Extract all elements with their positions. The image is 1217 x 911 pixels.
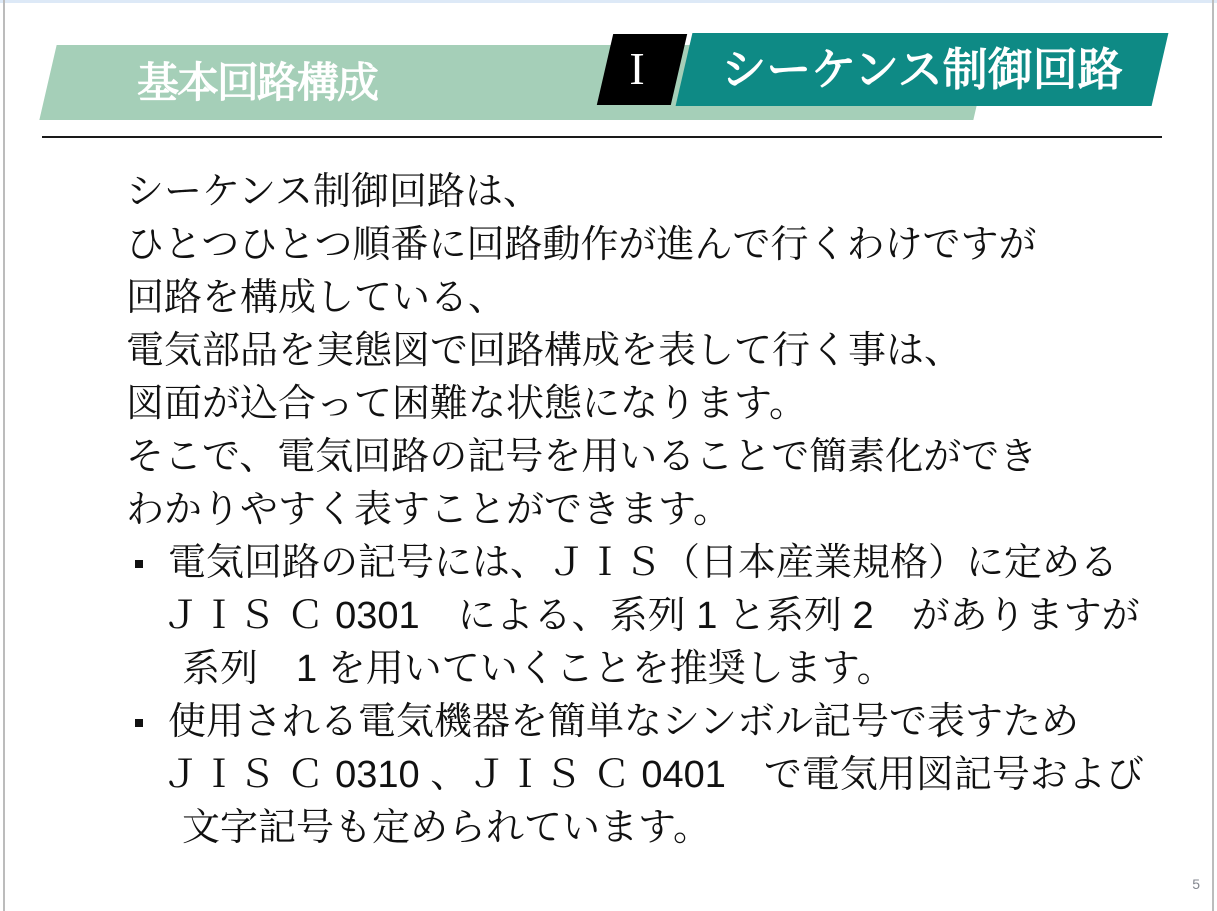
body-line: わかりやすく表すことができます。 [126,489,731,531]
page-number: 5 [1192,876,1200,892]
body-line: シーケンス制御回路は、 [126,171,541,213]
body-line: 文字記号も定められています。 [182,807,711,849]
body-bullet-line [126,537,1186,590]
body-line: 回路を構成している、 [126,277,507,319]
body-line: そこで、電気回路の記号を用いることで簡素化ができ [126,436,1038,478]
header-divider-line [42,136,1162,138]
page-right-border [1212,0,1214,911]
body-line-text: 使用される電気機器を簡単なシンボル記号で表すため [168,701,1080,743]
body-text-block [126,166,1186,855]
bullet-square-icon [135,719,143,727]
body-line: ひとつひとつ順番に回路動作が進んで行くわけですが [126,224,1037,266]
header-section-number: I [629,43,645,94]
page-top-border [0,0,1217,3]
header-right-title: シーケンス制御回路 [721,44,1123,95]
header-left-title: 基本回路構成 [137,59,378,106]
body-line: 系列 1 を用いていくことを推奨します。 [182,648,895,690]
body-line-text: 電気回路の記号には、ＪＩＳ（日本産業規格）に定める [168,542,1119,584]
page-left-border [3,0,5,911]
body-line: 図面が込合って困難な状態になります。 [126,383,807,425]
body-line: ＪＩＳ Ｃ 0301 による、系列 1 と系列 2 がありますが [162,595,1140,637]
body-line: 電気部品を実態図で回路構成を表して行く事は、 [126,330,963,372]
body-bullet-line [126,696,1186,749]
bullet-square-icon [135,560,143,568]
body-line: ＪＩＳ Ｃ 0310 、ＪＩＳ Ｃ 0401 で電気用図記号および [162,754,1144,796]
